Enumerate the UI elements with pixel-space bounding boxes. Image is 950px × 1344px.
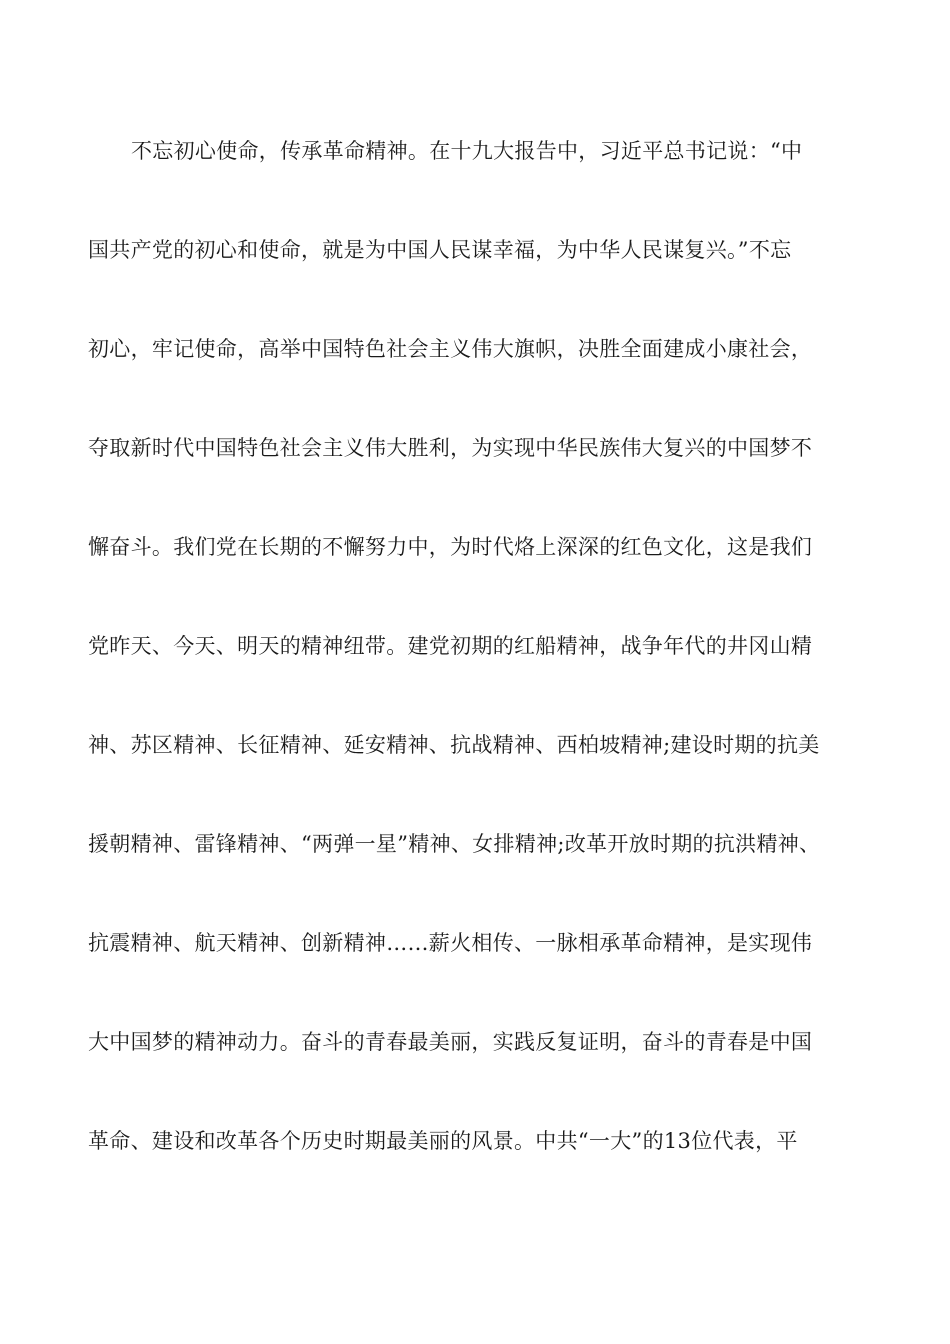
paragraph-line: 不忘初心使命，传承革命精神。在十九大报告中，习近平总书记说：“中 bbox=[131, 139, 803, 163]
paragraph-line: 援朝精神、雷锋精神、“两弹一星”精神、女排精神;改革开放时期的抗洪精神、 bbox=[88, 832, 821, 856]
paragraph-line: 懈奋斗。我们党在长期的不懈努力中，为时代烙上深深的红色文化，这是我们 bbox=[88, 535, 813, 559]
paragraph-line: 抗震精神、航天精神、创新精神……薪火相传、一脉相承革命精神，是实现伟 bbox=[88, 931, 813, 955]
paragraph-line: 神、苏区精神、长征精神、延安精神、抗战精神、西柏坡精神;建设时期的抗美 bbox=[88, 733, 820, 757]
paragraph-line: 国共产党的初心和使命，就是为中国人民谋幸福，为中华人民谋复兴。”不忘 bbox=[88, 238, 792, 262]
paragraph-line: 革命、建设和改革各个历史时期最美丽的风景。中共“一大”的13位代表，平 bbox=[88, 1129, 798, 1153]
paragraph-line: 党昨天、今天、明天的精神纽带。建党初期的红船精神，战争年代的井冈山精 bbox=[88, 634, 813, 658]
paragraph-line: 大中国梦的精神动力。奋斗的青春最美丽，实践反复证明，奋斗的青春是中国 bbox=[88, 1030, 813, 1054]
paragraph-line: 初心，牢记使命，高举中国特色社会主义伟大旗帜，决胜全面建成小康社会， bbox=[88, 337, 813, 361]
paragraph-line: 夺取新时代中国特色社会主义伟大胜利，为实现中华民族伟大复兴的中国梦不 bbox=[88, 436, 813, 460]
